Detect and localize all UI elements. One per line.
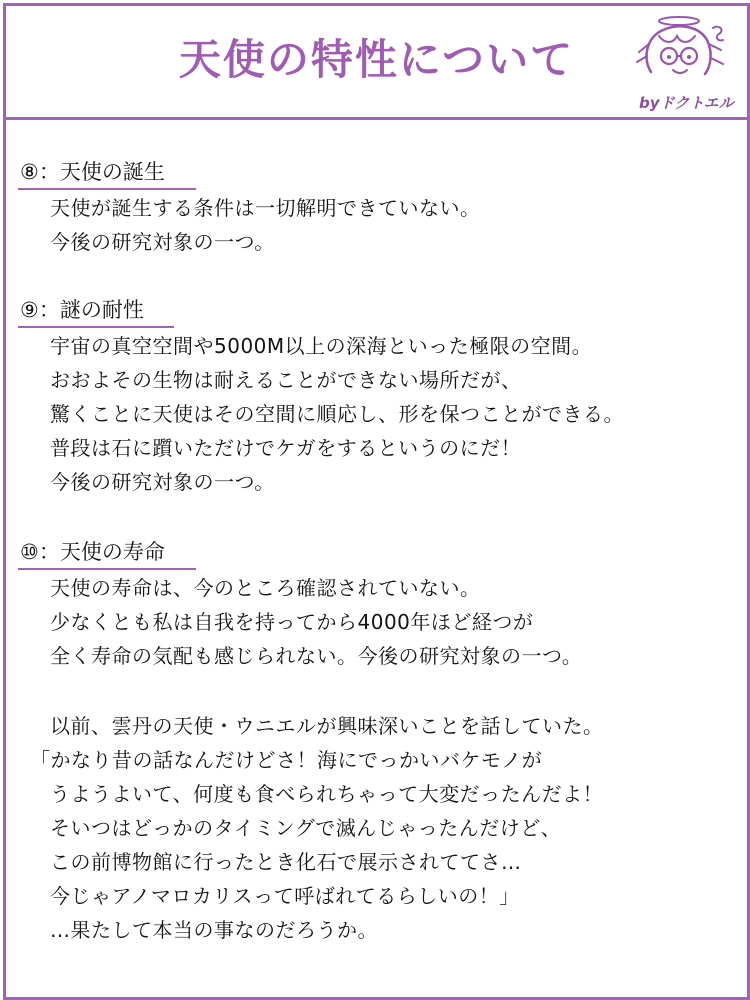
body-line: 少なくとも私は自我を持ってから4000年ほど経つが bbox=[50, 610, 534, 634]
story-line: …果たして本当の事なのだろうか。 bbox=[50, 918, 378, 942]
story-line: 「かなり昔の話なんだけどさ！海にでっかいバケモノが bbox=[30, 748, 543, 772]
body-line: 普段は石に躓いただけでケガをするというのにだ！ bbox=[50, 436, 522, 460]
story-line: うようよいて、何度も食べられちゃって大変だったんだよ！ bbox=[50, 782, 604, 806]
page-title: 天使の特性について bbox=[178, 35, 575, 84]
body-line: 今後の研究対象の一つ。 bbox=[50, 470, 275, 494]
angel-mascot-doodle-icon bbox=[629, 14, 734, 114]
story-line: 以前、雲丹の天使・ウニエルが興味深いことを話していた。 bbox=[50, 714, 604, 738]
body-line: 宇宙の真空空間や5000M以上の深海といった極限の空間。 bbox=[50, 334, 593, 358]
body-line: 天使が誕生する条件は一切解明できていない。 bbox=[50, 196, 481, 220]
heading-underline bbox=[18, 188, 196, 190]
section-heading: ⑧：天使の誕生 bbox=[20, 160, 165, 184]
story-line: この前博物館に行ったとき化石で展示されててさ… bbox=[50, 850, 522, 874]
body-line: 今後の研究対象の一つ。 bbox=[50, 230, 275, 254]
section-heading: ⑩：天使の寿命 bbox=[20, 540, 165, 564]
body-line: 驚くことに天使はその空間に順応し、形を保つことができる。 bbox=[50, 402, 624, 426]
section-heading: ⑨：謎の耐性 bbox=[20, 298, 144, 322]
body-line: おおよその生物は耐えることができない場所だが、 bbox=[50, 368, 522, 392]
body-line: 天使の寿命は、今のところ確認されていない。 bbox=[50, 576, 481, 600]
mascot-drawing bbox=[629, 14, 729, 90]
page-frame bbox=[3, 3, 750, 1000]
header bbox=[6, 6, 747, 120]
story-line: そいつはどっかのタイミングで滅んじゃったんだけど、 bbox=[50, 816, 562, 840]
author-signature: byドクトエル bbox=[639, 94, 734, 112]
story-line: 今じゃアノマロカリスって呼ばれてるらしいの！」 bbox=[50, 884, 520, 908]
body-line: 全く寿命の気配も感じられない。今後の研究対象の一つ。 bbox=[50, 644, 583, 668]
heading-underline bbox=[18, 326, 174, 328]
heading-underline bbox=[18, 568, 196, 570]
